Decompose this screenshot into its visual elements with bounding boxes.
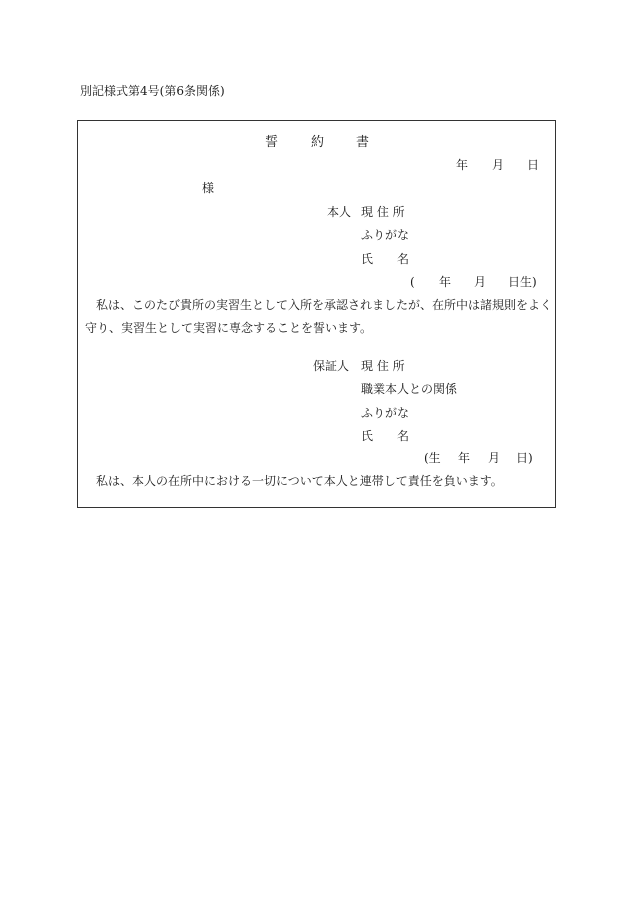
guarantor-label: 保証人 <box>313 359 350 373</box>
guarantor-address-label: 現 住 所 <box>361 359 405 373</box>
form-caption: 別記様式第4号(第6条関係) <box>80 84 225 98</box>
date-day-label: 日 <box>527 158 540 172</box>
guarantor-birth-month: 月 <box>488 451 501 465</box>
guarantor-relation-label: 職業本人との関係 <box>361 382 458 396</box>
date-month-label: 月 <box>492 158 505 172</box>
principal-address-label: 現 住 所 <box>361 205 405 219</box>
principal-birth-day-close: 日生) <box>508 275 537 289</box>
date-year-label: 年 <box>456 158 469 172</box>
guarantor-birth-open: (生 <box>424 451 441 465</box>
principal-birth-year: 年 <box>439 275 452 289</box>
addressee-suffix: 様 <box>202 181 215 195</box>
oath-statement-line-2: 守り、実習生として実習に専念することを誓います。 <box>85 321 373 335</box>
principal-label: 本人 <box>327 205 352 219</box>
oath-statement-line-1: 私は、このたび貴所の実習生として入所を承認されましたが、在所中は諸規則をよく <box>96 298 553 312</box>
guarantor-furigana-label: ふりがな <box>361 406 410 420</box>
guarantor-birth-year: 年 <box>458 451 471 465</box>
principal-birth-month: 月 <box>474 275 487 289</box>
document-title-char-3: 書 <box>356 135 370 150</box>
guarantor-name-label: 氏 名 <box>361 429 410 443</box>
document-title-char-1: 誓 <box>265 135 279 150</box>
guarantor-birth-day-close: 日) <box>516 451 533 465</box>
principal-furigana-label: ふりがな <box>361 228 410 242</box>
document-title-char-2: 約 <box>311 135 325 150</box>
principal-name-label: 氏 名 <box>361 252 410 266</box>
oath-form-frame <box>77 120 556 508</box>
guarantee-statement: 私は、本人の在所中における一切について本人と連帯して責任を負います。 <box>96 474 503 488</box>
principal-birth-open: ( <box>410 275 415 289</box>
